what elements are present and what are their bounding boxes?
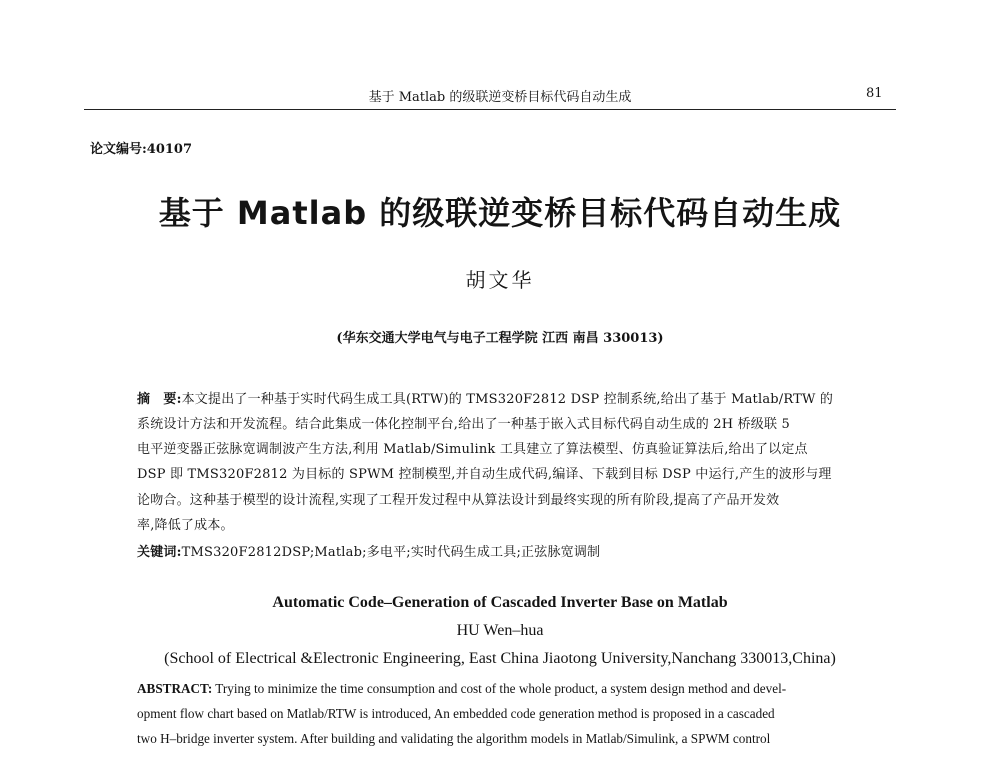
abstract-en-line: opment flow chart based on Matlab/RTW is introduced, An embedded code generation method is proposed in a cascaded: [137, 706, 775, 721]
abstract-cn-line: 系统设计方法和开发流程。结合此集成一体化控制平台,给出了一种基于嵌入式目标代码自动生成的 2H 桥级联 5: [137, 417, 791, 432]
abstract-cn-line: 电平逆变器正弦脉宽调制波产生方法,利用 Matlab/Simulink 工具建立了算法模型、仿真验证算法后,给出了以定点: [137, 442, 808, 457]
paper-title-cn: 基于 Matlab 的级联逆变桥目标代码自动生成: [158, 194, 842, 232]
author-cn: 胡文华: [465, 268, 535, 292]
abstract-cn-text: 本文提出了一种基于实时代码生成工具(RTW)的 TMS320F2812 DSP 控制系统,给出了基于 Matlab/RTW 的: [181, 392, 834, 407]
abstract-en-line: two H–bridge inverter system. After building and validating the algorithm models in Matlab/Simulink, a SPWM control: [137, 731, 771, 746]
paper-title-en: Automatic Code–Generation of Cascaded Inverter Base on Matlab: [272, 594, 728, 611]
paper-number: 论文编号:40107: [90, 142, 193, 157]
keywords-cn-text: TMS320F2812DSP;Matlab;多电平;实时代码生成工具;正弦脉宽调制: [181, 545, 601, 560]
running-title: 基于 Matlab 的级联逆变桥目标代码自动生成: [368, 90, 632, 105]
abstract-cn-line: DSP 即 TMS320F2812 为目标的 SPWM 控制模型,并自动生成代码,编译、下载到目标 DSP 中运行,产生的波形与理: [137, 467, 832, 482]
keywords-cn: [137, 541, 600, 560]
keywords-cn-label: 关键词:: [137, 545, 182, 560]
abstract-cn-line: 论吻合。这种基于模型的设计流程,实现了工程开发过程中从算法设计到最终实现的所有阶段,提高了产品开发效: [137, 493, 780, 508]
page-number: 81: [866, 86, 883, 101]
abstract-cn-line: 率,降低了成本。: [137, 518, 234, 533]
abstract-en-text: Trying to minimize the time consumption and cost of the whole product, a system design method and devel-: [212, 681, 787, 696]
affiliation-en: (School of Electrical &Electronic Engineering, East China Jiaotong University,Nanchang 330013,China): [164, 650, 836, 667]
header-rule: [84, 109, 896, 110]
affiliation-cn: (华东交通大学电气与电子工程学院 江西 南昌 330013): [336, 331, 664, 346]
abstract-cn-line: [137, 388, 833, 407]
author-en: HU Wen–hua: [456, 622, 544, 639]
abstract-en-label: ABSTRACT:: [137, 681, 213, 696]
abstract-en-line: [137, 681, 786, 697]
abstract-cn-label: 摘 要:: [137, 392, 182, 407]
